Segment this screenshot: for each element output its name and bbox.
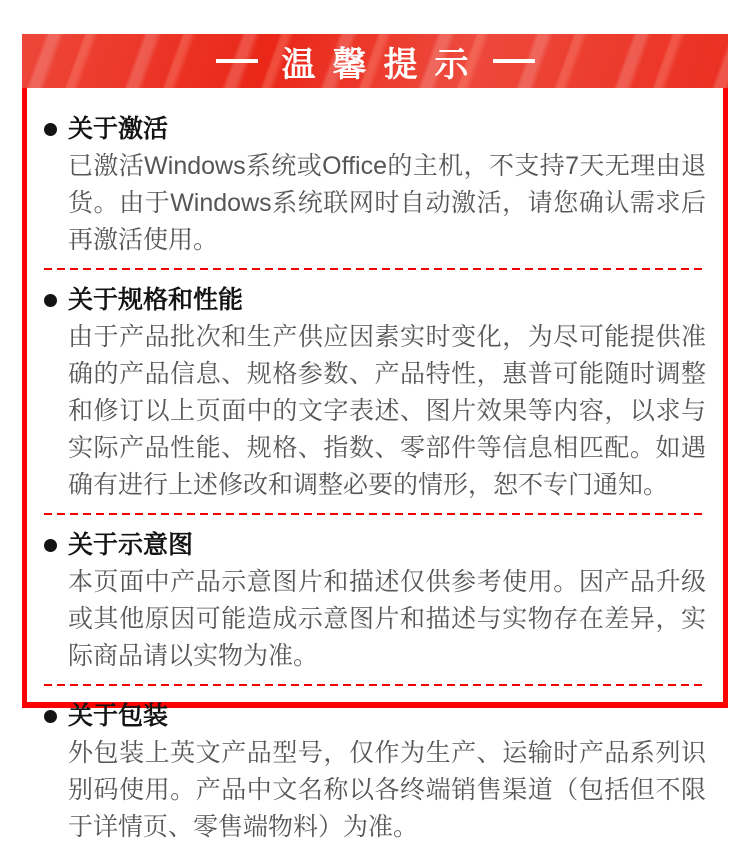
bullet-icon	[44, 539, 57, 552]
banner-title-row	[216, 37, 535, 86]
section-heading-label: 关于激活	[68, 115, 169, 143]
section-heading	[44, 282, 706, 319]
section-heading-label: 关于规格和性能	[68, 286, 244, 314]
section-body-text: 本页面中产品示意图片和描述仅供参考使用。因产品升级或其他原因可能造成示意图片和描述与实物存在差异，实际商品请以实物为准。	[68, 568, 706, 670]
title-dash-left	[216, 59, 258, 63]
header-banner	[22, 34, 728, 88]
bullet-icon	[44, 710, 57, 723]
section-heading-label: 关于示意图	[68, 531, 194, 559]
section-body-text: 由于产品批次和生产供应因素实时变化，为尽可能提供准确的产品信息、规格参数、产品特性，惠普可能随时调整和修订以上页面中的文字表述、图片效果等内容，以求与实际产品性能、规格、指数、零部件等信息相匹配。如遇确有进行上述修改和调整必要的情形，恕不专门通知。	[68, 323, 706, 499]
bullet-icon	[44, 294, 57, 307]
notice-card	[22, 88, 728, 841]
section-body-text: 已激活Windows系统或Office的主机，不支持7天无理由退货。由于Windows系统联网时自动激活，请您确认需求后再激活使用。	[68, 152, 706, 254]
section-activation	[44, 88, 706, 268]
section-heading	[44, 698, 706, 735]
section-heading-label: 关于包装	[68, 702, 169, 730]
bullet-icon	[44, 123, 57, 136]
section-heading	[44, 111, 706, 148]
page-title: 温馨提示	[281, 45, 486, 84]
section-heading	[44, 527, 706, 564]
section-specs-performance	[44, 270, 706, 513]
section-packaging	[44, 686, 706, 855]
section-illustrations	[44, 515, 706, 684]
title-dash-right	[493, 59, 535, 63]
section-body-text: 外包装上英文产品型号，仅作为生产、运输时产品系列识别码使用。产品中文名称以各终端销售渠道（包括但不限于详情页、零售端物料）为准。	[68, 739, 706, 841]
